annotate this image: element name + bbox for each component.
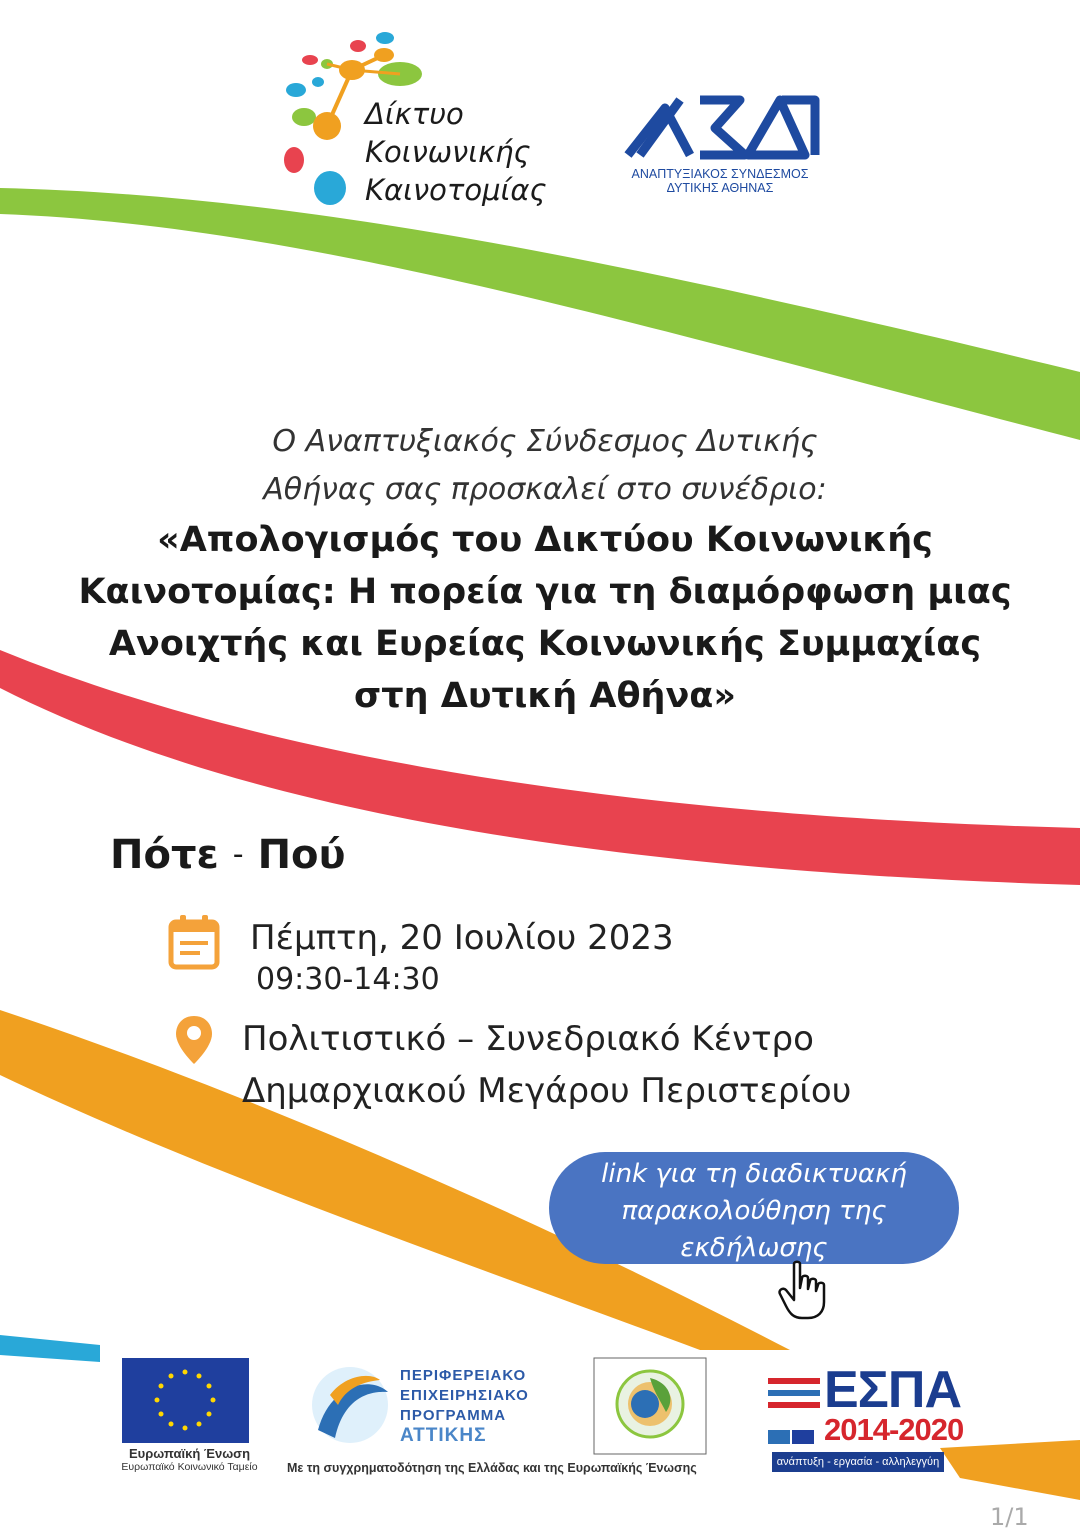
event-venue	[242, 1013, 851, 1117]
attiki-line: ΕΠΙΧΕΙΡΗΣΙΑΚΟ	[400, 1387, 529, 1404]
ada-logo-subtitle	[615, 167, 825, 195]
eu-subcaption: Ευρωπαϊκό Κοινωνικό Ταμείο	[121, 1461, 258, 1473]
cofunding-statement: Με τη συγχρηματοδότηση της Ελλάδας και της Ευρωπαϊκής Ένωσης	[287, 1461, 697, 1475]
title-line: Ανοιχτής και Ευρείας Κοινωνικής Συμμαχίας	[108, 624, 982, 664]
conference-title	[70, 514, 1020, 722]
link-button-line: εκδήλωσης	[680, 1233, 828, 1263]
venue-line: Πολιτιστικό – Συνεδριακό Κέντρο	[242, 1019, 814, 1059]
espa-logo-tagline: ανάπτυξη - εργασία - αλληλεγγύη	[772, 1452, 944, 1472]
heading-when: Πότε	[110, 832, 219, 878]
green-ribbon	[0, 188, 1080, 440]
intro-line: Ο Αναπτυξιακός Σύνδεσμος Δυτικής	[272, 424, 818, 459]
hand-cursor-icon	[778, 1260, 830, 1322]
attiki-logo-graphic	[312, 1367, 388, 1443]
page-indicator: 1/1	[990, 1503, 1029, 1531]
attiki-logo-text	[400, 1366, 529, 1446]
invitation-intro	[90, 418, 1000, 514]
eu-caption: Ευρωπαϊκή Ένωση	[128, 1446, 251, 1461]
attiki-line: ΠΕΡΙΦΕΡΕΙΑΚΟ	[400, 1367, 527, 1384]
network-logo-text	[365, 95, 547, 209]
attiki-line: ΑΤΤΙΚΗΣ	[400, 1425, 487, 1446]
title-line: στη Δυτική Αθήνα»	[354, 676, 736, 716]
network-logo-line: Δίκτυο	[365, 97, 464, 131]
ada-subtitle-line: ΑΝΑΠΤΥΞΙΑΚΟΣ ΣΥΝΔΕΣΜΟΣ	[631, 167, 809, 181]
link-button-line: παρακολούθηση της	[621, 1196, 887, 1226]
intro-line: Αθήνας σας προσκαλεί στο συνέδριο:	[263, 472, 827, 507]
espa-logo-word: ΕΣΠΑ	[824, 1361, 961, 1419]
heading-separator: -	[232, 837, 244, 872]
attiki-line: ΠΡΟΓΡΑΜΜΑ	[400, 1407, 507, 1424]
location-pin-icon	[174, 1014, 214, 1066]
event-date: Πέμπτη, 20 Ιουλίου 2023	[250, 918, 674, 958]
ada-logo-graphic	[628, 100, 815, 155]
espa-logo-years: 2014-2020	[824, 1412, 964, 1447]
online-attendance-link-button[interactable]	[549, 1152, 959, 1264]
local-action-seal-graphic	[594, 1358, 706, 1454]
network-logo-line: Κοινωνικής	[365, 135, 531, 169]
calendar-icon	[168, 914, 220, 970]
event-time: 09:30-14:30	[256, 962, 440, 997]
title-line: Καινοτομίας: Η πορεία για τη διαμόρφωση μιας	[78, 572, 1012, 612]
title-line: «Απολογισμός του Δικτύου Κοινωνικής	[157, 520, 933, 560]
ada-subtitle-line: ΔΥΤΙΚΗΣ ΑΘΗΝΑΣ	[666, 181, 774, 195]
when-where-heading	[110, 832, 346, 878]
eu-flag-graphic	[122, 1358, 249, 1443]
network-logo-line: Καινοτομίας	[365, 173, 547, 207]
link-button-line: link για τη διαδικτυακή	[601, 1159, 907, 1189]
orange-ribbon-tail	[940, 1440, 1080, 1500]
espa-logo-graphic	[768, 1378, 820, 1444]
eu-logo-caption	[112, 1446, 267, 1473]
heading-where: Πού	[257, 832, 346, 878]
cyan-ribbon	[0, 1335, 100, 1362]
venue-line: Δημαρχιακού Μεγάρου Περιστερίου	[242, 1071, 852, 1111]
